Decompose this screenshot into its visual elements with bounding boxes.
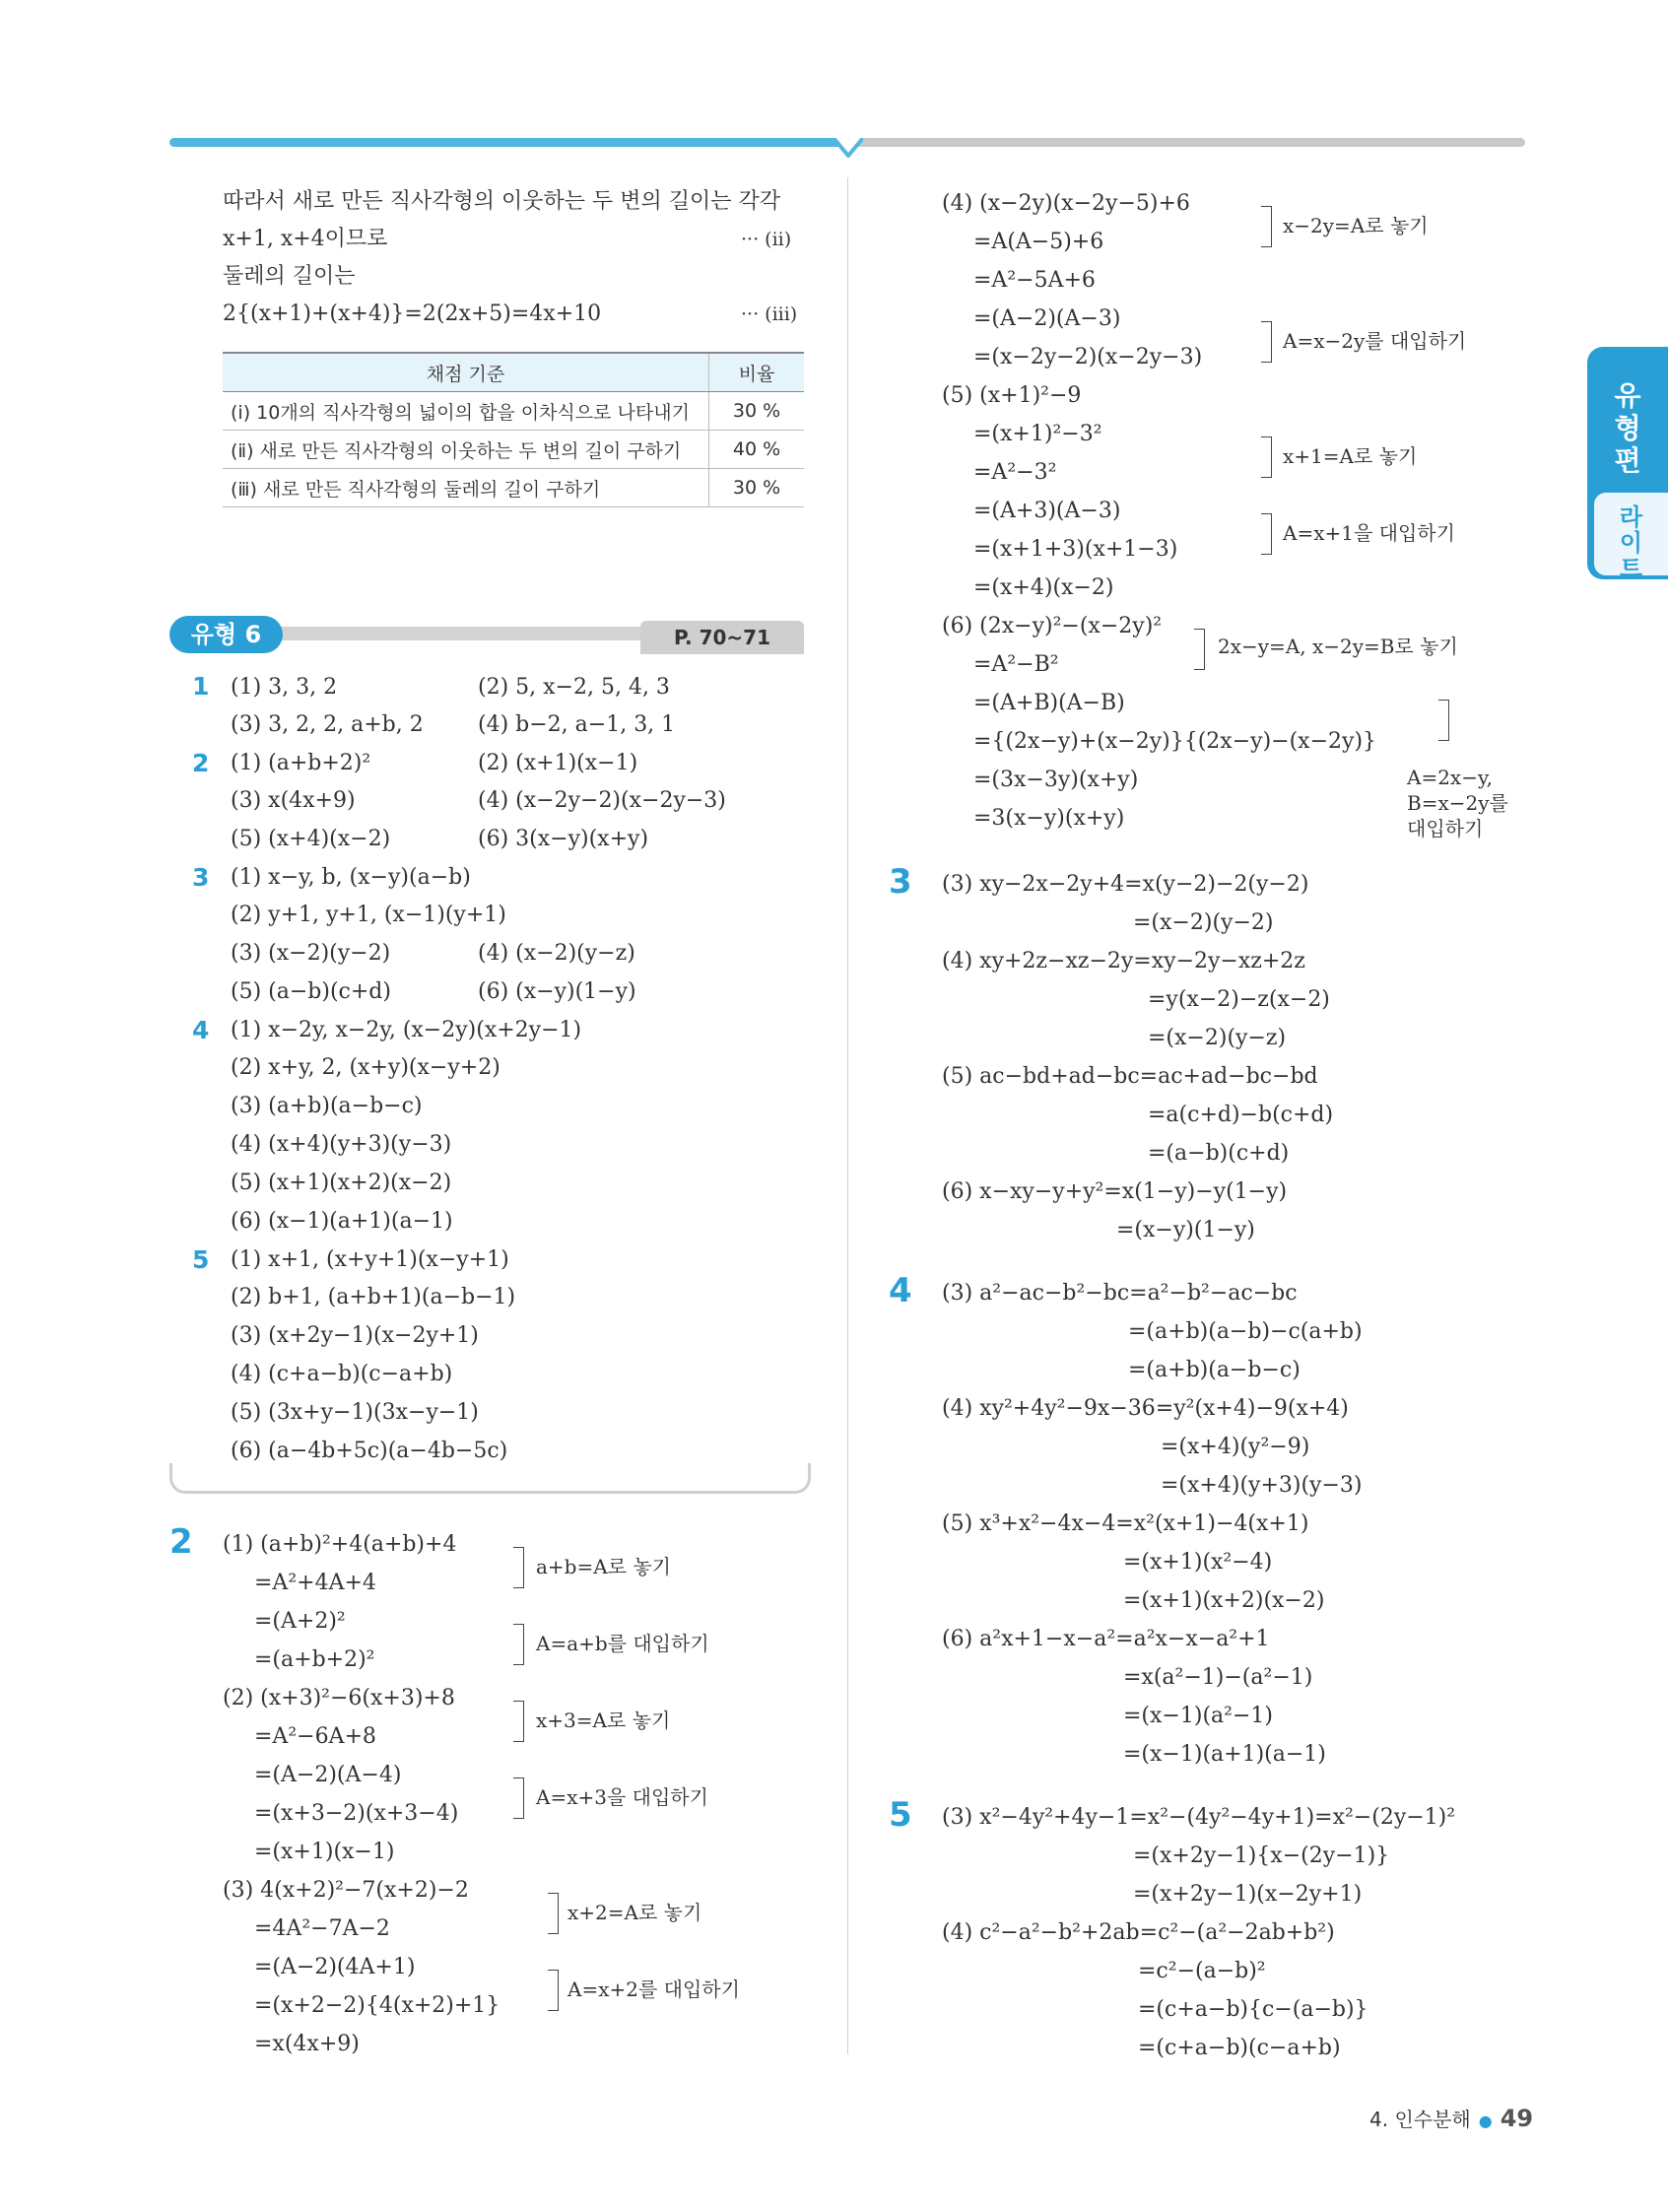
answer-item: (2) (x+1)(x−1)	[478, 751, 638, 775]
solution-line: =A²−5A+6	[973, 268, 1096, 293]
solution-line: =(x+4)(x−2)	[973, 575, 1114, 600]
answer-item: (2) 5, x−2, 5, 4, 3	[478, 675, 670, 700]
text-line: 2{(x+1)+(x+4)}=2(2x+5)=4x+10	[223, 302, 602, 326]
solution-line: =x(4x+9)	[254, 2032, 360, 2056]
solution-line: =(A−2)(A−3)	[973, 306, 1121, 331]
solution-line: =y(x−2)−z(x−2)	[1148, 987, 1330, 1012]
question-number: 1	[192, 672, 210, 701]
solution-line: =(a−b)(c+d)	[1148, 1141, 1290, 1166]
table-cell: 30 %	[709, 469, 805, 507]
solution-line: =(a+b+2)²	[254, 1647, 375, 1672]
solution-line: ={(2x−y)+(x−2y)}{(2x−y)−(x−2y)}	[973, 729, 1377, 754]
bracket	[513, 1547, 524, 1588]
question-number: 5	[192, 1245, 210, 1274]
substitution-note: a+b=A로 놓기	[536, 1555, 672, 1578]
solution-line: =(A−2)(4A+1)	[254, 1955, 416, 1979]
page-footer	[1369, 2104, 1533, 2132]
substitution-note: A=a+b를 대입하기	[536, 1632, 709, 1655]
answer-item: (5) (x+4)(x−2)	[231, 827, 391, 851]
substitution-note: 2x−y=A, x−2y=B로 놓기	[1218, 635, 1458, 658]
bullet-icon: ●	[1478, 2111, 1493, 2130]
solution-line: =(x−y)(1−y)	[1116, 1218, 1255, 1242]
answer-item: (4) (c+a−b)(c−a+b)	[231, 1362, 453, 1386]
section-stripe	[236, 627, 660, 640]
answer-item: (5) (3x+y−1)(3x−y−1)	[231, 1400, 479, 1425]
table-cell: (ⅰ) 10개의 직사각형의 넓이의 합을 이차식으로 나타내기	[223, 392, 709, 431]
solution-line: =(x+1)(x−1)	[254, 1840, 395, 1864]
solution-line: =(A+2)²	[254, 1609, 346, 1634]
scoring-table	[223, 352, 804, 507]
bracket	[1438, 700, 1449, 741]
solution-line: (6) a²x+1−x−a²=a²x−x−a²+1	[942, 1627, 1270, 1651]
table-row	[223, 431, 804, 469]
top-rule-left	[169, 138, 849, 147]
section-box-border	[169, 1463, 811, 1494]
column-divider	[847, 177, 848, 2054]
page-number: 49	[1500, 2105, 1534, 2132]
side-subtab-label: 트	[1619, 555, 1643, 582]
solution-line: (3) xy−2x−2y+4=x(y−2)−2(y−2)	[942, 872, 1309, 897]
solution-line: (6) x−xy−y+y²=x(1−y)−y(1−y)	[942, 1179, 1288, 1204]
solution-line: (6) (2x−y)²−(x−2y)²	[942, 614, 1163, 638]
table-header-row	[223, 353, 804, 392]
answer-item: (3) x(4x+9)	[231, 788, 356, 813]
solution-line: =(3x−3y)(x+y)	[973, 768, 1139, 792]
solution-line: =3(x−y)(x+y)	[973, 806, 1125, 831]
solution-line: =(c+a−b)(c−a+b)	[1138, 2036, 1341, 2060]
table-row	[223, 469, 804, 507]
top-rule-right	[855, 138, 1525, 147]
bracket	[513, 1777, 524, 1819]
substitution-note: A=x+2를 대입하기	[567, 1977, 740, 2001]
solution-line: (3) a²−ac−b²−bc=a²−b²−ac−bc	[942, 1281, 1298, 1306]
solution-line: =A²−3²	[973, 460, 1057, 485]
solution-line: (2) (x+3)²−6(x+3)+8	[223, 1686, 455, 1710]
answer-item: (4) b−2, a−1, 3, 1	[478, 712, 676, 737]
substitution-note: A=x+1을 대입하기	[1283, 521, 1455, 545]
answer-item: (5) (x+1)(x+2)(x−2)	[231, 1171, 452, 1195]
solution-line: =(a+b)(a−b)−c(a+b)	[1128, 1319, 1363, 1344]
answer-item: (1) (a+b+2)²	[231, 751, 371, 775]
solution-line: =A²+4A+4	[254, 1571, 376, 1595]
section-number: 3	[889, 862, 912, 902]
bracket	[548, 1893, 559, 1934]
solution-line: =(x+4)(y²−9)	[1161, 1435, 1310, 1459]
bracket	[548, 1970, 559, 2011]
solution-line: =4A²−7A−2	[254, 1916, 390, 1941]
substitution-note: A=x−2y를 대입하기	[1283, 329, 1467, 353]
solution-line: =(x+4)(y+3)(y−3)	[1161, 1473, 1363, 1498]
solution-line: =(A+3)(A−3)	[973, 499, 1121, 523]
text-line: x+1, x+4이므로	[223, 227, 388, 251]
solution-line: (4) c²−a²−b²+2ab=c²−(a²−2ab+b²)	[942, 1920, 1335, 1945]
answer-item: (5) (a−b)(c+d)	[231, 979, 391, 1004]
header-cell: 채점 기준	[223, 353, 709, 392]
bracket	[1261, 321, 1272, 363]
text-line: 따라서 새로 만든 직사각형의 이웃하는 두 변의 길이는 각각	[223, 189, 780, 214]
table-cell: (ⅲ) 새로 만든 직사각형의 둘레의 길이 구하기	[223, 469, 709, 507]
solution-line: =(x−2)(y−2)	[1133, 910, 1274, 935]
solution-line: =(c+a−b){c−(a−b)}	[1138, 1997, 1368, 2022]
answer-item: (6) 3(x−y)(x+y)	[478, 827, 649, 851]
text-line: 둘레의 길이는	[223, 264, 356, 289]
answer-item: (3) (x−2)(y−2)	[231, 941, 391, 966]
answer-item: (6) (x−1)(a+1)(a−1)	[231, 1209, 453, 1234]
answer-item: (3) (x+2y−1)(x−2y+1)	[231, 1323, 479, 1348]
solution-line: (5) x³+x²−4x−4=x²(x+1)−4(x+1)	[942, 1511, 1309, 1536]
solution-line: =(A−2)(A−4)	[254, 1763, 402, 1787]
substitution-note: A=2x−y,	[1407, 766, 1493, 789]
answer-item: (1) x+1, (x+y+1)(x−y+1)	[231, 1247, 509, 1272]
answer-item: (4) (x+4)(y+3)(y−3)	[231, 1132, 452, 1157]
solution-line: (5) (x+1)²−9	[942, 383, 1082, 408]
section-number: 4	[889, 1271, 912, 1310]
solution-line: =A²−B²	[973, 652, 1059, 677]
solution-line: =(x−2)(y−z)	[1148, 1026, 1287, 1050]
bracket	[1261, 206, 1272, 247]
answer-item: (3) 3, 2, 2, a+b, 2	[231, 712, 424, 737]
bracket	[513, 1624, 524, 1665]
table-cell: 30 %	[709, 392, 805, 431]
answer-item: (2) b+1, (a+b+1)(a−b−1)	[231, 1285, 516, 1309]
solution-line: =(x+2y−1)(x−2y+1)	[1133, 1882, 1363, 1907]
solution-line: (3) 4(x+2)²−7(x+2)−2	[223, 1878, 469, 1903]
solution-line: =(x+2−2){4(x+2)+1}	[254, 1993, 500, 2018]
answer-item: (2) y+1, y+1, (x−1)(y+1)	[231, 903, 506, 927]
solution-line: =(x+1)(x+2)(x−2)	[1123, 1588, 1325, 1613]
solution-line: =c²−(a−b)²	[1138, 1959, 1266, 1983]
question-number: 3	[192, 863, 210, 892]
side-subtab-label: 라	[1619, 503, 1643, 531]
solution-line: =(x+2y−1){x−(2y−1)}	[1133, 1843, 1390, 1868]
side-tab-label: 유	[1614, 379, 1641, 412]
side-subtab-label: 이	[1619, 529, 1643, 557]
chapter-title: 4. 인수분해	[1369, 2108, 1471, 2131]
section-number: 2	[169, 1522, 193, 1562]
step-mark: ··· (iii)	[741, 303, 798, 325]
substitution-note: x+3=A로 놓기	[536, 1709, 671, 1732]
solution-line: (4) xy²+4y²−9x−36=y²(x+4)−9(x+4)	[942, 1396, 1349, 1421]
substitution-note: A=x+3을 대입하기	[536, 1785, 708, 1809]
substitution-note: B=x−2y를	[1407, 791, 1508, 815]
solution-line: (4) xy+2z−xz−2y=xy−2y−xz+2z	[942, 949, 1305, 973]
step-mark: ··· (ii)	[741, 229, 792, 250]
header-cell: 비율	[709, 353, 805, 392]
solution-line: =A²−6A+8	[254, 1724, 376, 1749]
solution-line: (1) (a+b)²+4(a+b)+4	[223, 1532, 457, 1557]
solution-line: (3) x²−4y²+4y−1=x²−(4y²−4y+1)=x²−(2y−1)²	[942, 1805, 1456, 1830]
bracket	[513, 1701, 524, 1742]
question-number: 4	[192, 1016, 210, 1044]
answer-item: (1) 3, 3, 2	[231, 675, 338, 700]
side-tab-label: 편	[1614, 444, 1641, 477]
solution-line: =(x−1)(a²−1)	[1123, 1704, 1273, 1728]
answer-item: (6) (a−4b+5c)(a−4b−5c)	[231, 1439, 508, 1463]
table-row	[223, 392, 804, 431]
solution-line: =(a+b)(a−b−c)	[1128, 1358, 1301, 1382]
answer-item: (4) (x−2y−2)(x−2y−3)	[478, 788, 726, 813]
substitution-note: x+1=A로 놓기	[1283, 444, 1418, 468]
bracket	[1261, 436, 1272, 478]
answer-item: (6) (x−y)(1−y)	[478, 979, 636, 1004]
solution-line: =(x+3−2)(x+3−4)	[254, 1801, 459, 1826]
question-number: 2	[192, 749, 210, 777]
answer-item: (1) x−2y, x−2y, (x−2y)(x+2y−1)	[231, 1018, 582, 1042]
solution-line: =(A+B)(A−B)	[973, 691, 1125, 715]
section-number: 5	[889, 1795, 912, 1835]
solution-line: =A(A−5)+6	[973, 230, 1104, 254]
solution-line: =(x+1)(x²−4)	[1123, 1550, 1273, 1575]
table-cell: 40 %	[709, 431, 805, 469]
solution-line: =(x+1)²−3²	[973, 422, 1102, 446]
solution-line: =(x+1+3)(x+1−3)	[973, 537, 1178, 562]
substitution-note: x−2y=A로 놓기	[1283, 214, 1429, 237]
solution-line: (4) (x−2y)(x−2y−5)+6	[942, 191, 1190, 216]
substitution-note: x+2=A로 놓기	[567, 1901, 702, 1924]
answer-item: (2) x+y, 2, (x+y)(x−y+2)	[231, 1055, 500, 1080]
answer-item: (3) (a+b)(a−b−c)	[231, 1094, 423, 1118]
page-reference: P. 70~71	[640, 621, 804, 654]
solution-line: =x(a²−1)−(a²−1)	[1123, 1665, 1313, 1690]
top-rule-notch	[834, 138, 863, 158]
bracket	[1261, 513, 1272, 555]
table-cell: (ⅱ) 새로 만든 직사각형의 이웃하는 두 변의 길이 구하기	[223, 431, 709, 469]
side-tab-label: 형	[1614, 412, 1641, 444]
solution-line: =(x−2y−2)(x−2y−3)	[973, 345, 1203, 369]
solution-line: =a(c+d)−b(c+d)	[1148, 1103, 1334, 1127]
solution-line: =(x−1)(a+1)(a−1)	[1123, 1742, 1326, 1767]
solution-line: (5) ac−bd+ad−bc=ac+ad−bc−bd	[942, 1064, 1318, 1089]
answer-item: (4) (x−2)(y−z)	[478, 941, 635, 966]
bracket	[1194, 629, 1205, 670]
substitution-note: 대입하기	[1407, 817, 1484, 840]
answer-item: (1) x−y, b, (x−y)(a−b)	[231, 865, 471, 890]
type-badge: 유형 6	[169, 616, 283, 653]
